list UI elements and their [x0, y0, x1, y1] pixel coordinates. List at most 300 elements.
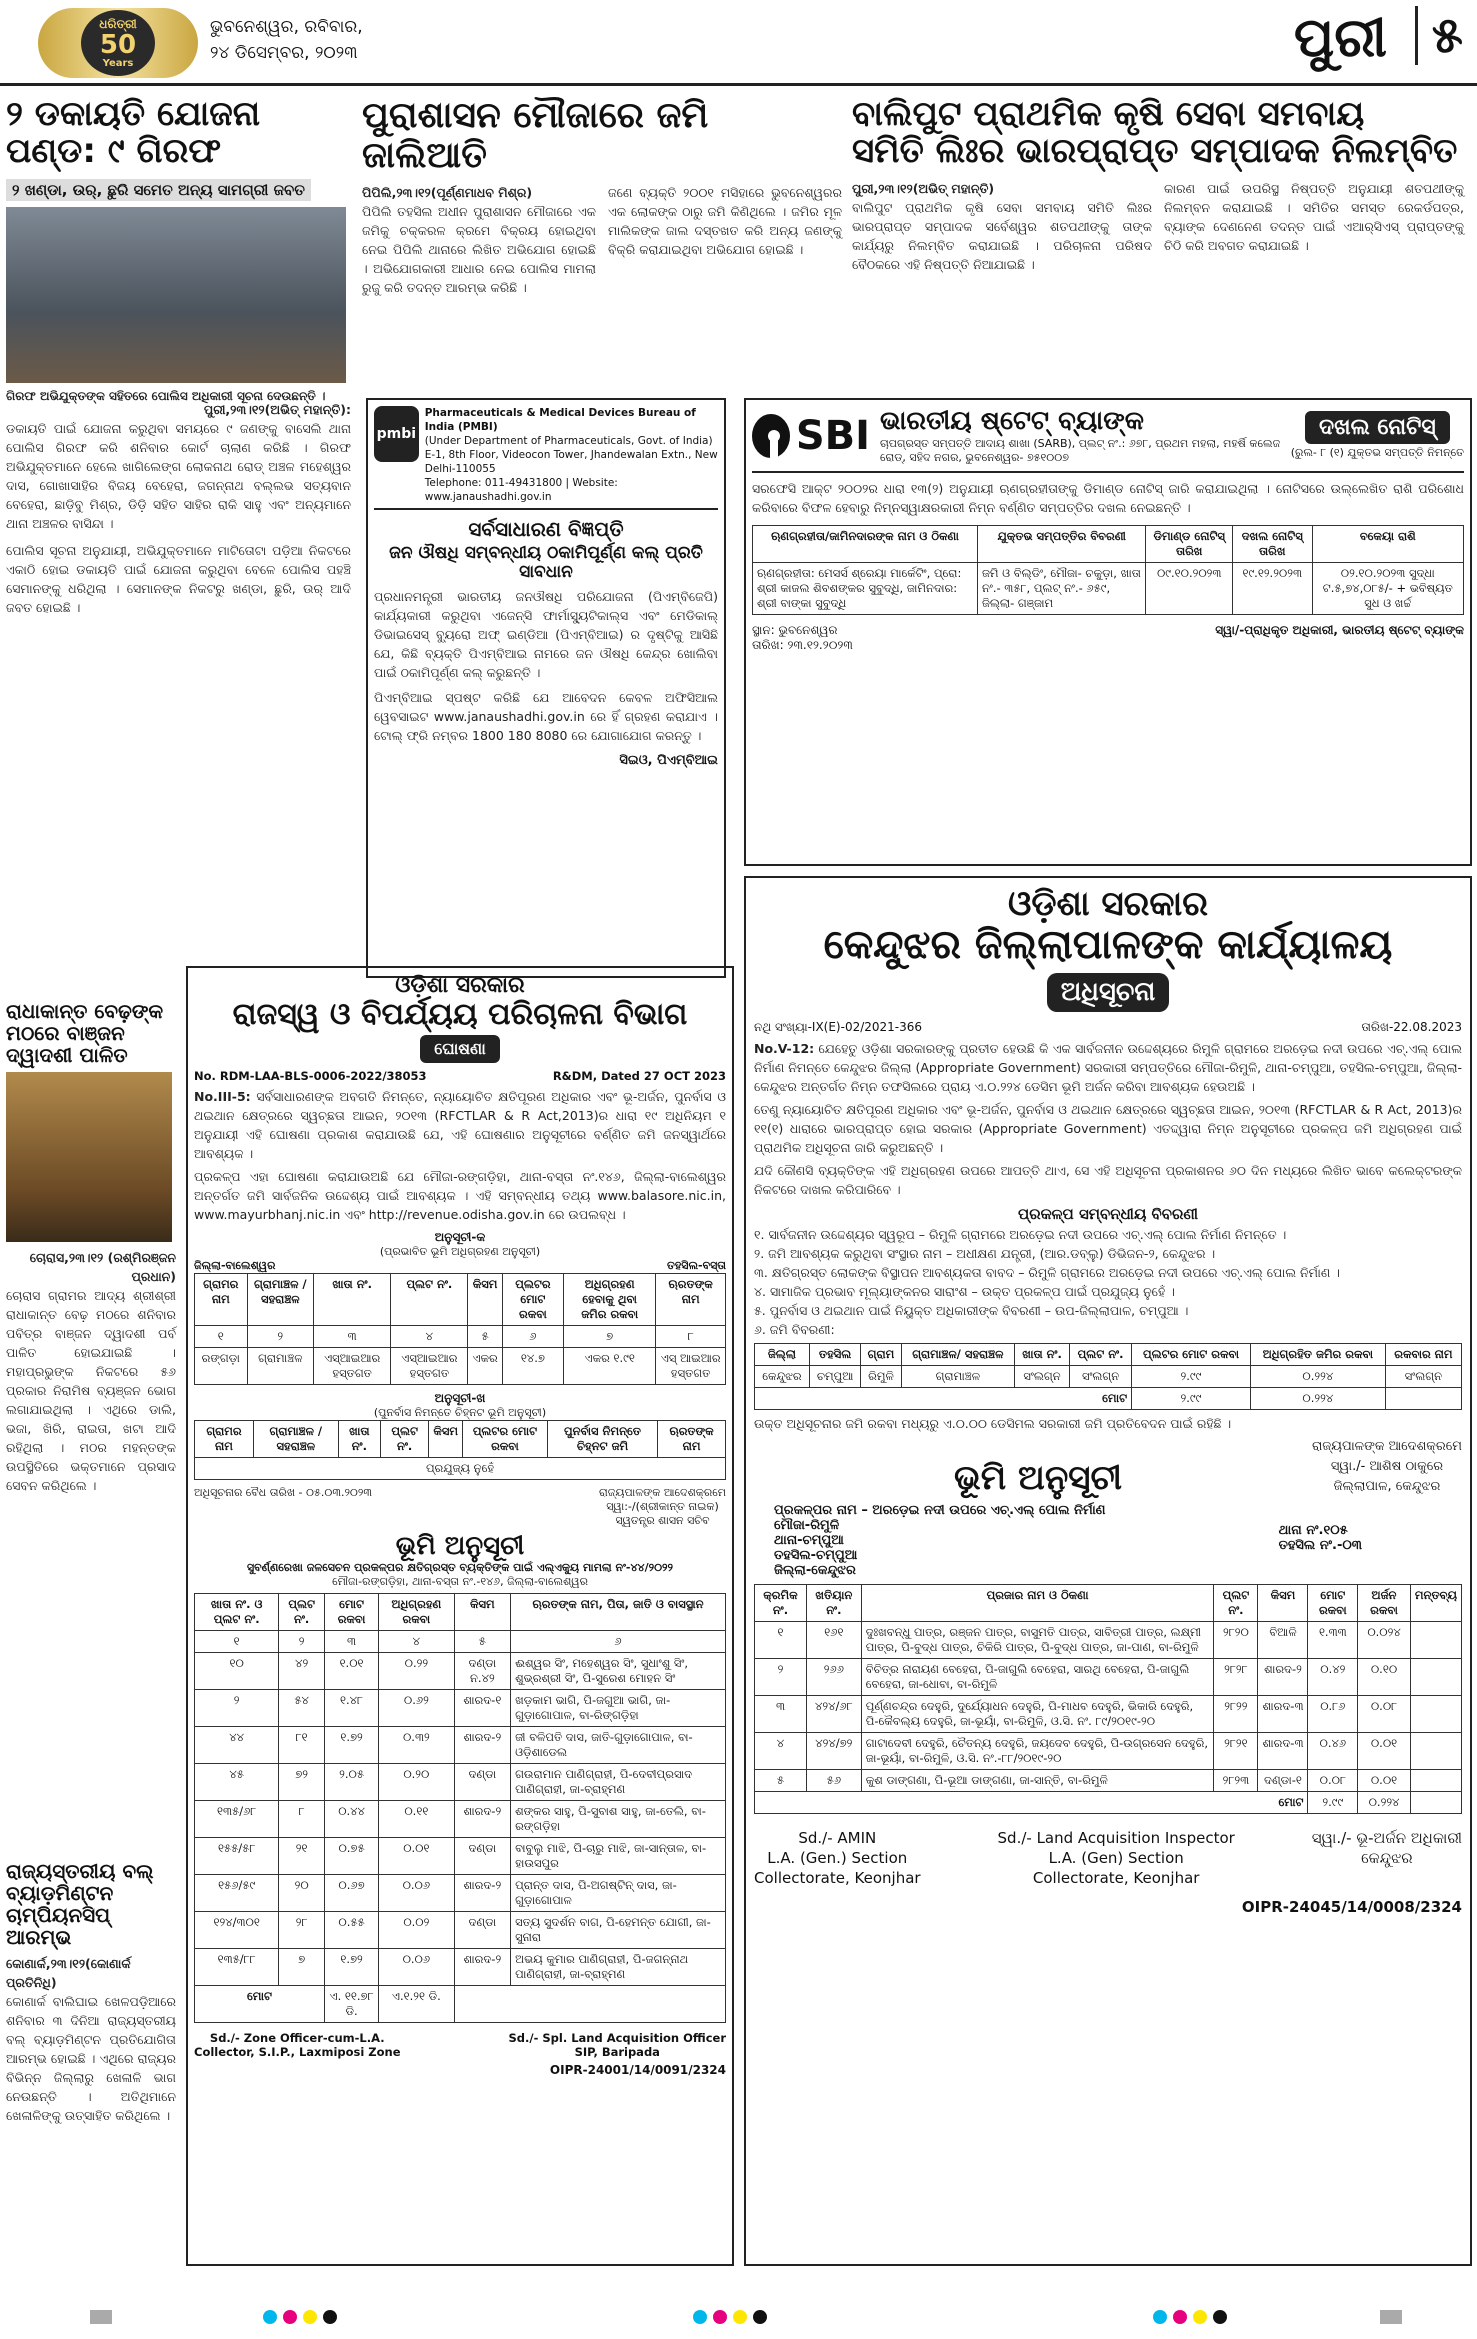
- signature: ସ୍ୱା/-ପ୍ରାଧିକୃତ ଅଧିକାରୀ, ଭାରତୀୟ ଷ୍ଟେଟ୍ ବ୍ୟାଙ୍କ: [1215, 623, 1464, 637]
- column-header: ବକେୟା ରାଶି: [1312, 526, 1463, 563]
- column-header: ଗ୍ରାମାଞ୍ଚଳ /ସହରାଞ୍ଚଳ: [253, 1421, 338, 1458]
- table-title: ଅନୁସୂଚୀ-କ: [434, 1230, 486, 1245]
- dateline: ପିପିଲି,୨୩।୧୨(ପୂର୍ଣ୍ଣମାଧବ ମିଶ୍ର): [362, 185, 533, 201]
- total-area: ୨.୯୯: [1132, 1388, 1251, 1410]
- table-cell: ସତ୍ୟ ସୁଦର୍ଶନ ବାଗ, ପି-ହେମନ୍ତ ଯୋଗୀ, ଜା-ସୁନାରା: [511, 1911, 726, 1948]
- notice-badge: ଦଖଲ ନୋଟିସ୍: [1305, 411, 1450, 444]
- column-number: ୫: [468, 1326, 502, 1348]
- bank-branch: ଚାପଗ୍ରସ୍ତ ସମ୍ପତ୍ତି ଆଦାୟ ଶାଖା (SARB), ପ୍ଲଟ୍ ନଂ.: ୬୭୮, ପ୍ରଥମ ମହଲା, ମହର୍ଷି କଲେଜ ରୋଡ୍, ସହିଦ ନଗର, ଭୁବନେଶ୍ୱର- ୭୫୧୦୦୭: [880, 437, 1281, 464]
- thana-number: ଥାନା ନଂ.୧୦୫: [1278, 1523, 1348, 1539]
- story-land-fraud: [362, 96, 842, 396]
- table-cell: ବାବୁଲୁ ମାଝି, ପି-ଚାରୁ ମାଝି, ଜା-ସାନ୍ତାଳ, ବା-ହାଉସପୁର: [511, 1837, 726, 1874]
- headline: ରାଜ୍ୟସ୍ତରୀୟ ବଲ୍ ବ୍ୟାଡ଼ମିଣ୍ଟନ ଚାମ୍ପିୟନସିପ୍ ଆରମ୍ଭ: [6, 1859, 154, 1949]
- item-number: No.III-5:: [194, 1089, 251, 1105]
- table-header-row: [195, 1593, 726, 1630]
- body-text: ପ୍ରକଳ୍ପ ଏହା ଘୋଷଣା କରାଯାଉଅଛି ଯେ ମୌଜା-ରଙ୍ଗଡ଼ିହା, ଥାନା-ବସ୍ତା ନଂ.୧୪୬, ଜିଲ୍ଲା-ବାଲେଶ୍ୱର ଅନ୍ତର୍ଗତ ଜମି ସାର୍ବଜନିକ ଉଦ୍ଦେଶ୍ୟ ପାଇଁ ଆବଶ୍ୟକ । ଏହି ସମ୍ବନ୍ଧୀୟ ତଥ୍ୟ www.balasore.nic.in, www.mayurbhanj.nic.in ଏବଂ http://revenue.odisha.gov.in ରେ ଉପଲବ୍ଧ ।: [194, 1169, 726, 1223]
- table-cell: ଗଉରାମାନ ପାଣିଗ୍ରାହୀ, ପି-ଦେବୀପ୍ରସାଦ ପାଣିଗ୍ରାହୀ, ଜା-ବ୍ରାହ୍ମଣ: [511, 1763, 726, 1800]
- column-header: କିସମ: [454, 1593, 511, 1630]
- news-photo: [6, 207, 346, 383]
- land-schedule-title: ଭୂମି ଅନୁସୂଚୀ: [954, 1458, 1123, 1498]
- keonjhar-notification: [744, 876, 1472, 2266]
- column-number: ୬: [502, 1326, 563, 1348]
- sbi-possession-notice: [744, 398, 1472, 866]
- table-cell: ଶଙ୍କର ସାହୁ, ପି-ସୁବାଶ ସାହୁ, ଜା-ତେଲି, ବା-ରଙ୍ଗଡ଼ିହା: [511, 1800, 726, 1837]
- table-cell: ୦.୪୨: [1308, 1659, 1358, 1696]
- table-row: [195, 1726, 726, 1763]
- total-acquired: ୦.୨୨୪: [1250, 1388, 1385, 1410]
- land-schedule-title: ଭୂମି ଅନୁସୂଚୀ: [395, 1531, 525, 1562]
- table-cell: ୧.୪୮: [325, 1689, 379, 1726]
- registration-dots: [260, 2310, 340, 2328]
- notice-badge: ଘୋଷଣା: [420, 1035, 500, 1063]
- signature-line: ସ୍ୱା./- ଭୂ-ଅର୍ଜନ ଅଧିକାରୀ: [1311, 1829, 1462, 1848]
- table-cell: ୨: [195, 1689, 279, 1726]
- column-header: ଖାତା ନଂ.: [314, 1274, 391, 1326]
- table-cell: ୨.୦୫: [325, 1763, 379, 1800]
- signature-line: Sd./- Land Acquisition Inspector: [997, 1829, 1235, 1848]
- column-header: ଋରତଙ୍କ ନାମ, ପିତା, ଜାତି ଓ ବାସସ୍ଥାନ: [511, 1593, 726, 1630]
- headline: ସମିତି ଲିଃର ଭାରପ୍ରାପ୍ତ ସମ୍ପାଦକ ନିଲମ୍ବିତ: [852, 131, 1458, 172]
- print-registration-strip: [0, 2300, 1477, 2339]
- signature-line: Collectorate, Keonjhar: [1032, 1869, 1200, 1888]
- table-cell: ୧୪.୭: [502, 1348, 563, 1385]
- total-acquired: ଏ.୧.୨୧ ଡି.: [379, 1985, 454, 2022]
- column-header: ଗ୍ରାମ: [861, 1344, 901, 1366]
- total-label: ମୋଟ: [195, 1985, 325, 2022]
- table-cell: ୧.୭୨: [325, 1726, 379, 1763]
- column-header: ପ୍ଲଟ ନଂ.: [1214, 1585, 1258, 1622]
- body-text: ଚୋରାସ ଗ୍ରାମର ଆଦ୍ୟ ଶ୍ରୀଶ୍ରୀ ରାଧାକାନ୍ତ ବେଢ଼ ମଠରେ ଶନିବାର ପବିତ୍ର ବାଞ୍ଜନ ଦ୍ୱାଦଶୀ ପର୍ବ ପାଳିତ ହୋଇଯାଇଛି । ମହାପ୍ରଭୁଙ୍କ ନିକଟରେ ୫୬ ପ୍ରକାର ନିରାମିଷ ବ୍ୟଞ୍ଜନ ଭୋଗ ଲଗାଯାଇଥିଲା । ଏଥିରେ ଡାଲି, ଭଜା, ଖିରି, ରାଇତା, ଖଟା ଆଦି ରହିଥିଲା । ମଠର ମହନ୍ତଙ୍କ ଉପସ୍ଥିତିରେ ଭକ୍ତମାନେ ପ୍ରସାଦ ସେବନ କରିଥିଲେ ।: [6, 1288, 176, 1493]
- org-address: E-1, 8th Floor, Videocon Tower, Jhandewalan Extn., New Delhi-110055: [424, 449, 718, 475]
- column-header: କିସମ: [429, 1421, 463, 1458]
- project-name: ପ୍ରକଳ୍ପର ନାମ – ଅରଡ଼େଇ ନଦୀ ଉପରେ ଏଚ୍.ଏଲ୍ ପୋଲ ନିର୍ମାଣ: [774, 1503, 1106, 1519]
- column-number: ୭: [564, 1326, 656, 1348]
- table-title: ଅନୁସୂଚୀ-ଖ: [434, 1391, 486, 1406]
- column-header: ମୋଟ ରକବା: [325, 1593, 379, 1630]
- table-row: [195, 1763, 726, 1800]
- table-cell: ୨୮୨୦: [1214, 1622, 1258, 1659]
- body-text: ଯଦି କୌଣସି ବ୍ୟକ୍ତିଙ୍କ ଏହି ଅଧିଗ୍ରହଣ ଉପରେ ଆପତ୍ତି ଥାଏ, ସେ ଏହି ଅଧିସୂଚନା ପ୍ରକାଶନର ୬୦ ଦିନ ମଧ୍ୟରେ ଲିଖିତ ଭାବେ କଲେକ୍ଟରଙ୍କ ନିକଟରେ ଦାଖଲ କରିପାରିବେ ।: [754, 1163, 1462, 1198]
- column-number: ୨: [247, 1326, 314, 1348]
- table-cell: ୦.୧୧: [379, 1800, 454, 1837]
- table-cell: ଗ୍ରାମାଞ୍ଚଳ: [247, 1348, 314, 1385]
- table-row: [195, 1911, 726, 1948]
- table-row: [195, 1689, 726, 1726]
- table-cell: ଗ୍ରାମାଞ୍ଚଳ: [901, 1366, 1014, 1388]
- property-cell: ଜମି ଓ ବିଲ୍ଡିଂ, ମୌଜା- ଚକୁଡ଼ା, ଖାତା ନଂ.- ୩୫୮, ପ୍ଲଟ୍ ନଂ.- ୬୫୯, ଜିଲ୍ଲା- ଗଞ୍ଜାମ: [977, 563, 1145, 615]
- body-text: ଯେହେତୁ ଓଡ଼ିଶା ସରକାରଙ୍କୁ ପ୍ରତୀତ ହେଉଛି କି ଏକ ସାର୍ବଜନୀନ ଉଦ୍ଦେଶ୍ୟରେ ରିମୁଳି ଗ୍ରାମରେ ଅରଡ଼େଇ ନଦୀ ଉପରେ ଏଚ୍.ଏଲ୍ ପୋଲ ନିର୍ମାଣ ନିମନ୍ତେ କେନ୍ଦୁଝର ଜିଲ୍ଲା (Appropriate Government) ସରକାରୀ ସମ୍ପତ୍ତିରେ ମୌଜା-ରିମୁଳି, ଥାନା-ଚମ୍ପୁଆ, ତହସିଲ-ଚମ୍ପୁଆ, ଜିଲ୍ଲା-କେନ୍ଦୁଝର ଅନ୍ତର୍ଗତ ନିମ୍ନ ତଫସିଲରେ ପ୍ରାୟ ଏ.୦.୨୨୪ ଡେସିମ ଭୂମି ଅର୍ଜନ କରିବା ଆବଶ୍ୟକ ହେଉଅଛି ।: [754, 1041, 1462, 1095]
- table-header-row: [755, 1585, 1462, 1622]
- body-text: ସରଫେସି ଆକ୍ଟ ୨୦୦୨ର ଧାରା ୧୩(୨) ଅନୁଯାୟୀ ଋଣଗ୍ରହୀତାଙ୍କୁ ଡିମାଣ୍ଡ ନୋଟିସ୍ ଜାରି କରାଯାଇଥିଲା । ନୋଟିସରେ ଉଲ୍ଲେଖିତ ରାଶି ପରିଶୋଧ କରିବାରେ ବିଫଳ ହେବାରୁ ନିମ୍ନସ୍ୱାକ୍ଷରକାରୀ ନିମ୍ନ ବର୍ଣ୍ଣିତ ସମ୍ପତ୍ତିର ଦଖଲ ନେଇଛନ୍ତି ।: [752, 481, 1464, 515]
- table-cell: [1410, 1733, 1461, 1770]
- column-header: କିସମ: [1258, 1585, 1308, 1622]
- notice-subtitle: ଜନ ଔଷଧି ସମ୍ବନ୍ଧୀୟ ଠକାମିପୂର୍ଣ୍ଣ କଲ୍ ପ୍ରତି ସାବଧାନ: [389, 543, 703, 582]
- masthead-logo: [38, 8, 198, 78]
- column-number: ୬: [511, 1630, 726, 1652]
- logo-years: 50: [99, 30, 137, 60]
- total-acquired: ୦.୨୨୪: [1358, 1792, 1411, 1814]
- bank-name: ଭାରତୀୟ ଷ୍ଟେଟ୍ ବ୍ୟାଙ୍କ: [880, 406, 1144, 436]
- authority: ରାଜ୍ୟପାଳଙ୍କ ଆଦେଶକ୍ରମେ: [1311, 1439, 1462, 1455]
- table-row: [195, 1348, 726, 1385]
- column-header: ଦଖଲ ନୋଟିସ୍ ତାରିଖ: [1232, 526, 1312, 563]
- column-header: ପ୍ଲଟ ନଂ.: [1070, 1344, 1132, 1366]
- table-cell: ୦.୦୨: [379, 1911, 454, 1948]
- list-item: ୩. କ୍ଷତିଗ୍ରସ୍ତ ଲୋକଙ୍କ ବିସ୍ଥାପନ ଆବଶ୍ୟକତା ବାବଦ – ରିମୁଳି ଗ୍ରାମରେ ଅରଡ଼େଇ ନଦୀ ଉପରେ ଏଚ୍.ଏଲ୍ ପୋଲ ନିର୍ମାଣ ।: [754, 1265, 1340, 1281]
- table-total-row: [195, 1985, 726, 2022]
- table-cell: ଚମ୍ପୁଆ: [809, 1366, 861, 1388]
- table-row: [755, 1696, 1462, 1733]
- authority-title: ଜିଲ୍ଲାପାଳ, କେନ୍ଦୁଝର: [1333, 1479, 1441, 1495]
- tahasil-label: ତହସିଲ-ବସ୍ତା: [667, 1259, 726, 1273]
- table-cell: ୦.୪୪: [325, 1800, 379, 1837]
- table-cell: [1410, 1770, 1461, 1792]
- demand-date-cell: ୦୯.୧୦.୨୦୨୩: [1146, 563, 1232, 615]
- table-cell: ୧୨୪/୩୦୧: [195, 1911, 279, 1948]
- table-cell: ୦.୨୨: [379, 1652, 454, 1689]
- column-header: ତହସିଲ: [809, 1344, 861, 1366]
- column-number: ୫: [454, 1630, 511, 1652]
- table-row: [755, 1622, 1462, 1659]
- body-text: କୋଣାର୍କ ବାଲିଘାଇ ଖେଳପଡ଼ିଆରେ ଶନିବାର ୩ ଦିନିଆ ରାଜ୍ୟସ୍ତରୀୟ ବଲ୍ ବ୍ୟାଡ଼ମିଣ୍ଟନ ପ୍ରତିଯୋଗିତା ଆରମ୍ଭ ହୋଇଛି । ଏଥିରେ ରାଜ୍ୟର ବିଭିନ୍ନ ଜିଲ୍ଲାରୁ ଖେଳାଳି ଭାଗ ନେଉଛନ୍ତି । ଅତିଥିମାନେ ଖେଳାଳିଙ୍କୁ ଉତ୍ସାହିତ କରିଥିଲେ ।: [6, 1994, 176, 2123]
- table-cell: ଏସ୍‌ଆଇଆର ହସ୍ତଗତ: [314, 1348, 391, 1385]
- masthead: [0, 0, 1477, 86]
- table-row: [753, 563, 1464, 615]
- org-dept: (Under Department of Pharmaceuticals, Govt. of India): [424, 435, 713, 447]
- mouza: ମୌଜା-ରିମୁଳି: [774, 1518, 840, 1534]
- notice-note: ଅଧିସୂଚନାର ବୈଧ ତାରିଖ - ୦୫.୦୩.୨୦୨୩: [194, 1486, 373, 1500]
- body-text: ଡକାୟତି ପାଇଁ ଯୋଜନା କରୁଥିବା ସମୟରେ ୯ ଜଣଙ୍କୁ ବାସେଲି ଥାନା ପୋଲିସ ଗିରଫ କରି ଶନିବାର କୋର୍ଟ ଚାଲାଣ କରିଛି । ଗିରଫ ଅଭିଯୁକ୍ତମାନେ ହେଲେ ଖାଗିଲେଙ୍ଗ ଲୋକନାଥ ରୋଡ୍ ଅଞ୍ଚଳ ମହେଶ୍ୱର ଦାସ, ଗୋଖାସାହିର ବିଜୟ ବେହେରା, ଜଗନ୍ନାଥ ବଲ୍ଲଭ ସତ୍ୟବାନ ବେହେରା, ଛାଡ଼ିବୁ ମିଶ୍ର, ଡିଡ଼ି ସହିତ ସାହିର ରାକି ସାହୁ ଏବଂ ଅନ୍ୟମାନେ ଥାନା ଅଞ୍ଚଳର ବାସିନ୍ଦା ।: [6, 421, 351, 531]
- story-robbery-body: [6, 400, 351, 617]
- column-number: ୩: [314, 1326, 391, 1348]
- body-text: ପିପିଲି ତହସିଲ ଅଧୀନ ପୁରାଶାସନ ମୌଜାରେ ଏକ ଜମିକୁ ଚକ୍କରଳ କ୍ରମେ ବିକ୍ରୟ ହୋଇଥିବା ନେଇ ପିପିଲି ଥାନାରେ ଲିଖିତ ଅଭିଯୋଗ ହୋଇଛି । ଅଭିଯୋଗକାରୀ ଆଧାର ନେଇ ପୋଲିସ ମାମଲା ରୁଜୁ କରି ତଦନ୍ତ ଆରମ୍ଭ କରିଛି ।: [362, 204, 596, 296]
- table-cell: ୦.୬୨: [379, 1689, 454, 1726]
- schedule-b-table: [194, 1420, 726, 1480]
- table-cell: ୮୧: [279, 1726, 325, 1763]
- logo-name: ଧରିତ୍ରୀ: [99, 17, 137, 31]
- table-cell: ୧.୩୩: [1308, 1622, 1358, 1659]
- org-contact: Telephone: 011-49431800 | Website: www.janaushadhi.gov.in: [424, 477, 618, 503]
- column-header: ମୋଟ ରକବା: [1308, 1585, 1358, 1622]
- table-header-row: [195, 1274, 726, 1326]
- table-cell: ୪୨: [279, 1652, 325, 1689]
- table-cell: ଦଣ୍ଡା: [454, 1763, 511, 1800]
- dept-title: ରାଜସ୍ୱ ଓ ବିପର୍ଯ୍ୟୟ ପରିଚାଳନା ବିଭାଗ: [232, 997, 688, 1033]
- table-cell: ଜୀ ବଳିପତି ଦାସ, ଜାତି-ଗୁଡ଼ାଗୋପାଳ, ବା-ଓଡ଼ିଶାଡେଲ: [511, 1726, 726, 1763]
- total-label: ମୋଟ: [755, 1388, 1132, 1410]
- table-row: [195, 1630, 726, 1652]
- column-header: ଅଧିଗ୍ରହିତ ଜମିର ରକବା: [1250, 1344, 1385, 1366]
- column-header: କ୍ରମିକ ନଂ.: [755, 1585, 807, 1622]
- office-title: କେନ୍ଦୁଝର ଜିଲ୍ଲାପାଳଙ୍କ କାର୍ଯ୍ୟାଳୟ: [823, 922, 1393, 969]
- table-cell: ୨୮୨୮: [1214, 1659, 1258, 1696]
- table-total-row: [755, 1388, 1462, 1410]
- signature-line: Collector, S.I.P., Laxmiposi Zone: [194, 2044, 401, 2059]
- news-photo: [6, 1072, 172, 1242]
- story-robbery: [6, 94, 351, 403]
- table-row: [755, 1659, 1462, 1696]
- column-header: ପ୍ଲଟର ମୋଟ ରକବା: [1132, 1344, 1251, 1366]
- headline: ରାଧାକାନ୍ତ ବେଢ଼ଙ୍କ ମଠରେ ବାଞ୍ଜନ ଦ୍ୱାଦଶୀ ପାଳିତ: [6, 999, 164, 1067]
- column-number: ୧: [195, 1630, 279, 1652]
- amount-cell: ୦୨.୧୦.୨୦୨୩ ସୁଦ୍ଧା ଟ.୫,୭୪,୦୮୫/- + ଭବିଷ୍ୟତ ସୁଧ ଓ ଖର୍ଚ୍ଚ: [1312, 563, 1463, 615]
- table-cell: ଶାରଦ-୨: [454, 1800, 511, 1837]
- story-badminton: [6, 1860, 176, 2125]
- district: ଜିଲ୍ଲା-କେନ୍ଦୁଝର: [774, 1563, 856, 1579]
- land-schedule-subtitle: ସୁବର୍ଣ୍ଣରେଖା ଜଳସେଚନ ପ୍ରକଳ୍ପର କ୍ଷତିଗ୍ରସ୍ତ ବ୍ୟକ୍ତିଙ୍କ ପାଇଁ ଏଲ୍ଏକ୍ୟୁ ମାମଲା ନଂ-୪୪/୨୦୨୨: [246, 1560, 674, 1574]
- table-cell: ୦.୮୬: [1308, 1696, 1358, 1733]
- column-header: ଋରତଙ୍କ ନାମ: [656, 1274, 726, 1326]
- table-total-row: [755, 1792, 1462, 1814]
- column-header: ଅଧିଗ୍ରହଣ ରକବା: [379, 1593, 454, 1630]
- subheadline: ୨ ଖଣ୍ଡା, ଉର୍, ଛୁରି ସମେତ ଅନ୍ୟ ସାମଗ୍ରୀ ଜବତ: [6, 179, 311, 201]
- column-header: ଯୁକ୍ତଭ ସମ୍ପତ୍ତିର ବିବରଣୀ: [977, 526, 1145, 563]
- thana: ଥାନା-ଚମ୍ପୁଆ: [774, 1533, 844, 1549]
- dateline: ପୁରୀ,୨୩।୧୨(ଅଭିତ୍ ମହାନ୍ତି): [852, 180, 995, 196]
- table-cell: ଦୁଃଖବନ୍ଧୁ ପାତ୍ର, ରଞ୍ଜନ ପାତ୍ର, ବାସୁମତି ପାତ୍ର, ସାବିତ୍ରୀ ପାତ୍ର, ଲକ୍ଷ୍ମୀ ପାତ୍ର, ପି-ବୁଦ୍ଧ ପାତ୍ର, ଚିକିରି ପାତ୍ର, ପି-ବୁଦ୍ଧ ପାତ୍ର, ଜା-ପାଣ, ବା-ରିମୁଳି: [861, 1622, 1214, 1659]
- land-schedule-table: [194, 1593, 726, 2023]
- district-label: ଜିଲ୍ଲା-ବାଲେଶ୍ୱର: [194, 1259, 276, 1273]
- registration-block: [90, 2310, 112, 2328]
- dateline: ଚୋରାସ,୨୩।୧୨ (ରଶ୍ମିରଞ୍ଜନ ପ୍ରଧାନ): [29, 1250, 176, 1284]
- table-cell: ୨୮୨୧: [1214, 1733, 1258, 1770]
- table-row: [755, 1733, 1462, 1770]
- dateline-day: ଭୁବନେଶ୍ୱର, ରବିବାର,: [210, 17, 363, 37]
- table-cell: ୨୮୨୩: [1214, 1770, 1258, 1792]
- column-header: ପ୍ରଜାର ନାମ ଓ ଠିକଣା: [861, 1585, 1214, 1622]
- column-header: ଗ୍ରାମାଞ୍ଚଳ/ ସହରାଞ୍ଚଳ: [901, 1344, 1014, 1366]
- story-mutt: [6, 1000, 176, 1495]
- pmbi-notice: [366, 398, 726, 978]
- gov-title: ଓଡ଼ିଶା ସରକାର: [1007, 884, 1209, 924]
- table-cell: ଖଡ଼କାମ ଭାଗି, ପି-ଜଗୁଆ ଭାଗି, ଜା-ଗୁଡ଼ାଗୋପାଳ, ବା-ରିଙ୍ଗଡ଼ିହା: [511, 1689, 726, 1726]
- authority: ରାଜ୍ୟପାଳଙ୍କ ଆଦେଶକ୍ରମେ: [599, 1486, 726, 1500]
- photo-caption: ଗିରଫ ଅଭିଯୁକ୍ତଙ୍କ ସହିତରେ ପୋଲିସ ଅଧିକାରୀ ସୂଚନା ଦେଉଛନ୍ତି ।: [6, 388, 326, 403]
- table-cell: ଗାଟାଦେବୀ ଦେହୁରି, ଚୈତନ୍ୟ ଦେହୁରି, ଜୟଦେବ ଦେହୁରି, ପି-ଉଗ୍ରସେନ ଦେହୁରି, ଜା-ଭୂୟାଁ, ବା-ରିମୁଳି, ଓ.ସି. ନଂ.-୮୮/୨୦୧୯-୨୦: [861, 1733, 1214, 1770]
- column-number: ୮: [656, 1326, 726, 1348]
- table-cell: ୧.୦୧: [325, 1652, 379, 1689]
- column-header: ଗ୍ରାମର ନାମ: [195, 1421, 254, 1458]
- table-cell: ୪: [755, 1733, 807, 1770]
- headline: ପୁରାଶାସନ ମୌଜାରେ ଜମି ଜାଲିଆତି: [362, 95, 709, 176]
- table-cell: ସଂଲଗ୍ନ: [1385, 1366, 1461, 1388]
- header-dateline: [210, 14, 363, 66]
- table-cell: ୦.୦୧: [379, 1837, 454, 1874]
- column-header: ଖାତା ନଂ.: [1015, 1344, 1070, 1366]
- table-cell: ୪୨୪/୬୮: [806, 1696, 861, 1733]
- table-cell: ୦.୦୬: [379, 1948, 454, 1985]
- column-header: ଋରତଙ୍କ ନାମ: [658, 1421, 726, 1458]
- column-header: ଖାତା ନଂ.: [338, 1421, 380, 1458]
- table-cell: ୫୪: [279, 1689, 325, 1726]
- tahasil-number: ତହସିଲ ନଂ.-୦୩: [1278, 1538, 1362, 1554]
- notice-title: ସର୍ବସାଧାରଣ ବିଜ୍ଞପ୍ତି: [468, 517, 624, 541]
- signature-line: କେନ୍ଦୁଝର: [1361, 1849, 1413, 1868]
- body-text: ବାଲିପୁଟ ପ୍ରାଥମିକ କୃଷି ସେବା ସମବାୟ ସମିତି ଲିଃର ଭାରପ୍ରାପ୍ତ ସମ୍ପାଦକ ସର୍ବେଶ୍ୱର ଶତପଥୀଙ୍କୁ ତାଙ୍କ କାର୍ଯ୍ୟରୁ ନିଲମ୍ବିତ କରାଯାଇଛି । ପରିଚାଳନା ପରିଷଦ ବୈଠକରେ ଏହି ନିଷ୍ପତ୍ତି ନିଆଯାଇଛି ।: [852, 199, 1152, 272]
- table-cell: ଶାରଦ-୨: [454, 1948, 511, 1985]
- column-header: ରକବାର ନାମ: [1385, 1344, 1461, 1366]
- table-cell: ୨.୯୯: [1132, 1366, 1251, 1388]
- table-subtitle: (ପ୍ରଭାବିତ ଭୂମି ଅଧିଗ୍ରହଣ ଅନୁସୂଚୀ): [379, 1245, 541, 1259]
- authority-signature: ସ୍ୱା:-/(ଶ୍ରୀକାନ୍ତ ନାଇକ): [606, 1500, 719, 1514]
- column-header: ପ୍ଲଟ ନଂ.: [279, 1593, 325, 1630]
- body-text: ପୋଲିସ ସୂଚନା ଅନୁଯାୟୀ, ଅଭିଯୁକ୍ତମାନେ ମାଟିତୋଟା ପଡ଼ିଆ ନିକଟରେ ଏକାଠି ହୋଇ ଡକାୟତି ପାଇଁ ଯୋଜନା କରୁଥିବା ବେଳେ ପୋଲିସ ପହଞ୍ଚି ସେମାନଙ୍କୁ ଧରିଥିଲା । ସେମାନଙ୍କ ନିକଟରୁ ଖଣ୍ଡା, ଛୁରି, ଉର୍ ଆଦି ଜବତ ହୋଇଛି ।: [6, 543, 351, 615]
- headline: ୨ ଡକାୟତି ଯୋଜନା ପଣ୍ଡ: ୯ ଗିରଫ: [6, 94, 261, 172]
- table-cell: ୮: [279, 1800, 325, 1837]
- signature-line: Collectorate, Keonjhar: [754, 1869, 921, 1888]
- table-row: [755, 1770, 1462, 1792]
- table-cell: ଈଶ୍ୱର ସିଂ, ମହେଶ୍ୱର ସିଂ, ସୁଧାଂଶୁ ସିଂ, ଶୁଭ୍ରଶ୍ରୀ ସିଂ, ପି-ସୁରେଶ ମୋହନ ସିଂ: [511, 1652, 726, 1689]
- column-header: ପ୍ଲଟ ନଂ.: [391, 1274, 468, 1326]
- table-cell: ଦଣ୍ଡା-୧: [1258, 1770, 1308, 1792]
- oipr-code: OIPR-24001/14/0091/2324: [549, 2062, 726, 2077]
- table-cell: ବିଆଳି: [1258, 1622, 1308, 1659]
- column-header: ଜିଲ୍ଲା: [755, 1344, 810, 1366]
- column-number: ୪: [391, 1326, 468, 1348]
- table-cell: ପୂର୍ଣ୍ଣଚନ୍ଦ୍ର ଦେହୁରି, ଦୁର୍ଯ୍ୟୋଧନ ଦେହୁରି, ପି-ମାଧବ ଦେହୁରି, ଭିକାରି ଦେହୁରି, ପି-କୈବଲ୍ୟ ଦେହୁରି, ଜା-ଭୂୟାଁ, ବା-ରିମୁଳି, ଓ.ସି. ନଂ. ୮୯/୨୦୧୯-୨୦: [861, 1696, 1214, 1733]
- body-text: ତେଣୁ ନ୍ୟାୟୋଚିତ କ୍ଷତିପୂରଣ ଅଧିକାର ଏବଂ ଭୂ-ଅର୍ଜନ, ପୁନର୍ବାସ ଓ ଥଇଥାନ କ୍ଷେତ୍ରରେ ସ୍ୱଚ୍ଛତା ଆଇନ, ୨୦୧୩ (RFCTLAR & R Act, 2013)ର ୧୧(୧) ଧାରାରେ ଭାରପ୍ରାପ୍ତ ହୋଇ ସରକାର (Appropriate Government) ଏତଦ୍ଦ୍ୱାରା ନିମ୍ନ ଅନୁସୂଚୀରେ ପ୍ରକଳ୍ପ ଜମି ଅଧିଗ୍ରହଣ ପାଇଁ ପ୍ରାଥମିକ ଅଧିସୂଚନା ଜାରି କରୁଅଛନ୍ତି ।: [754, 1102, 1462, 1156]
- ref-number: No. RDM-LAA-BLS-0006-2022/38053: [194, 1069, 427, 1084]
- table-cell: ୪୪: [195, 1726, 279, 1763]
- table-cell: ୦.୭୫: [325, 1837, 379, 1874]
- land-detail-table: [754, 1343, 1462, 1410]
- list-item: ୧. ସାର୍ବଜନୀନ ଉଦ୍ଦେଶ୍ୟର ସ୍ୱରୂପ – ରିମୁଳି ଗ୍ରାମରେ ଅରଡ଼େଇ ନଦୀ ଉପରେ ଏଚ୍.ଏଲ୍ ପୋଲ ନିର୍ମାଣ ନିମନ୍ତେ ।: [754, 1227, 1287, 1243]
- table-cell: ୧.୭୨: [325, 1948, 379, 1985]
- signature-line: SIP, Baripada: [574, 2044, 660, 2059]
- table-cell: ୦.୦୨୪: [1358, 1622, 1411, 1659]
- body-text: ପ୍ରଧାନମନ୍ତ୍ରୀ ଭାରତୀୟ ଜନଔଷଧି ପରିଯୋଜନା (ପିଏମ୍‌ବିଜେପି) କାର୍ଯ୍ୟକାରୀ କରୁଥିବା ଏଜେନ୍ସି ଫାର୍ମାସ୍ୟୁଟିକାଲ୍ସ ଏବଂ ମେଡିକାଲ୍ ଡିଭାଇସେସ୍ ବ୍ୟୁରୋ ଅଫ୍ ଇଣ୍ଡିଆ (ପିଏମ୍‌ବିଆଇ) ର ଦୃଷ୍ଟିକୁ ଆସିଛି ଯେ, କିଛି ବ୍ୟକ୍ତି ପିଏମ୍‌ବିଆଇ ନାମରେ ଜନ ଔଷଧି କେନ୍ଦ୍ର ଖୋଲିବା ପାଇଁ ଠକାମିପୂର୍ଣ୍ଣ କଲ୍ କରୁଛନ୍ତି ।: [374, 589, 718, 681]
- ref-date: R&DM, Dated 27 OCT 2023: [552, 1069, 726, 1084]
- column-header: ଅଧିଗ୍ରହଣ ହେବାକୁ ଥିବା ଜମିର ରକବା: [564, 1274, 656, 1326]
- table-cell: ଶାରଦ-୧: [454, 1689, 511, 1726]
- table-cell: ୧୫୫/୫୮: [195, 1837, 279, 1874]
- table-cell: ୨୧: [279, 1837, 325, 1874]
- logo-years-label: Years: [102, 58, 134, 69]
- table-cell: ପ୍ରଯୁଜ୍ୟ ନୁହେଁ: [195, 1458, 726, 1480]
- table-cell: ୨୮୨୨: [1214, 1696, 1258, 1733]
- signature-line: Sd./- Zone Officer-cum-L.A.: [209, 2030, 385, 2045]
- table-row: [195, 1837, 726, 1874]
- notice-date: ତାରିଖ-22.08.2023: [1361, 1020, 1462, 1035]
- table-cell: ୦.୦୧: [1358, 1733, 1411, 1770]
- table-row: [195, 1800, 726, 1837]
- column-header: ଗ୍ରାମାଞ୍ଚଳ /ସହରାଞ୍ଚଳ: [247, 1274, 314, 1326]
- table-cell: କେନ୍ଦୁଝର: [755, 1366, 810, 1388]
- table-cell: ଶାରଦ-୨: [1258, 1659, 1308, 1696]
- registration-block: [1380, 2310, 1402, 2328]
- table-cell: ୦.୫୫: [325, 1911, 379, 1948]
- table-cell: ୦.୦୧: [1358, 1770, 1411, 1792]
- column-header: ପ୍ଲଟର ମୋଟ ରକବା: [463, 1421, 548, 1458]
- table-cell: ୧୬୧: [806, 1622, 861, 1659]
- table-cell: ୦.୬୭: [325, 1874, 379, 1911]
- authority-signature: ସ୍ୱା./- ଆଶିଷ ଠାକୁରେ: [1330, 1459, 1444, 1475]
- table-cell: ଏକର ୧.୯୧: [564, 1348, 656, 1385]
- table-cell: ଦଣ୍ଡା ନ.୪୨: [454, 1652, 511, 1689]
- dateline: କୋଣାର୍କ,୨୩।୧୨(କୋଣାର୍କ ପ୍ରତିନିଧି): [6, 1956, 131, 1990]
- table-cell: ୦.୦୮: [1358, 1696, 1411, 1733]
- table-row: [195, 1948, 726, 1985]
- table-cell: ରଙ୍ଗଡ଼ା: [195, 1348, 248, 1385]
- signature-line: L.A. (Gen.) Section: [767, 1849, 908, 1868]
- table-cell: ୧: [755, 1622, 807, 1659]
- table-row: [195, 1874, 726, 1911]
- table-cell: ୧୫୬/୫୯: [195, 1874, 279, 1911]
- total-area: ଏ. ୧୧.୭୮ ଡି.: [325, 1985, 379, 2022]
- table-cell: ୧୦: [195, 1652, 279, 1689]
- list-item: ୫. ପୁନର୍ବାସ ଓ ଥଇଥାନ ପାଇଁ ନିୟୁକ୍ତ ଅଧିକାରୀଙ୍କ ବିବରଣୀ – ଉପ-ଜିଲ୍ଲାପାଳ, ଚମ୍ପୁଆ ।: [754, 1303, 1189, 1319]
- table-cell: ୭୨: [279, 1763, 325, 1800]
- headline: ବାଲିପୁଟ ପ୍ରାଥମିକ କୃଷି ସେବା ସମବାୟ: [852, 94, 1365, 134]
- column-header: ମନ୍ତବ୍ୟ: [1410, 1585, 1461, 1622]
- column-header: ଗ୍ରାମର ନାମ: [195, 1274, 248, 1326]
- schedule-a-table: [194, 1273, 726, 1385]
- revenue-notice: [186, 966, 734, 2266]
- item-number: No.V-12:: [754, 1041, 815, 1057]
- story-suspension: [852, 96, 1472, 396]
- table-cell: ୦.୦୮: [1308, 1770, 1358, 1792]
- table-cell: ୨୦: [279, 1874, 325, 1911]
- list-item: ୪. ସାମାଜିକ ପ୍ରଭାବ ମୂଲ୍ୟାଙ୍କନର ସାରାଂଶ – ଉକ୍ତ ପ୍ରକଳ୍ପ ପାଇଁ ପ୍ରଯୁଜ୍ୟ ନୁହେଁ ।: [754, 1284, 1175, 1300]
- table-cell: ଶାରଦ-୩: [1258, 1696, 1308, 1733]
- table-cell: ବିଚିତ୍ର ନାରାୟଣ ବେହେରା, ପି-ଜାଗୁଲି ବେହେରା, ସାରଥି ବେହେରା, ପି-ଜାଗୁଲି ବେହେରା, ଜା-ଧୋବା, ବା-ରିମୁଳି: [861, 1659, 1214, 1696]
- list-item: ୬. ଜମି ବିବରଣୀ:: [754, 1322, 835, 1338]
- notice-rule: (ରୁଲ- ୮ (୧) ଯୁକ୍ତଭ ସମ୍ପତ୍ତି ନିମନ୍ତେ: [1290, 446, 1464, 459]
- registration-dots: [1150, 2310, 1230, 2328]
- column-header: ପୁନର୍ବାସ ନିମନ୍ତେ ଚିହ୍ନଟ ଜମି: [547, 1421, 657, 1458]
- org-name: Pharmaceuticals & Medical Devices Bureau of India (PMBI): [424, 407, 696, 433]
- body-text: ଜଣେ ବ୍ୟକ୍ତି ୨୦୦୧ ମସିହାରେ ଭୁବନେଶ୍ୱରର ଏକ ଲୋକଙ୍କ ଠାରୁ ଜମି କିଣିଥିଲେ । ଜମିର ମୂଳ ମାଲିକଙ୍କ ଜାଲ ଦସ୍ତଖତ କରି ଅନ୍ୟ ଜଣଙ୍କୁ ବିକ୍ରି କରାଯାଇଥିବା ଅଭିଯୋଗ ହୋଇଛି ।: [608, 185, 842, 258]
- oipr-code: OIPR-24045/14/0008/2324: [1241, 1898, 1462, 1917]
- column-header: ଖାତା ନଂ. ଓ ପ୍ଲଟ ନଂ.: [195, 1593, 279, 1630]
- file-number: ନଥି ସଂଖ୍ୟା-IX(E)-02/2021-366: [754, 1020, 923, 1035]
- table-cell: ୦.୧୦: [1358, 1659, 1411, 1696]
- table-cell: ଶାରଦ-୨: [454, 1726, 511, 1763]
- table-cell: ସଂଲଗ୍ନ: [1070, 1366, 1132, 1388]
- table-cell: ଏସ୍ ଆଇଆର ହସ୍ତଗତ: [656, 1348, 726, 1385]
- section-title: ପ୍ରକଳ୍ପ ସମ୍ବନ୍ଧୀୟ ବିବରଣୀ: [1018, 1205, 1198, 1224]
- pmbi-logo: pmbi: [374, 406, 419, 462]
- total-area: ୨.୯୯: [1308, 1792, 1358, 1814]
- table-cell: ଦଣ୍ଡା: [454, 1911, 511, 1948]
- table-cell: କୁଶ ଡାଙ୍ଗଣା, ପି-ଭୂଆ ଡାଙ୍ଗଣା, ଜା-ସାନ୍ତି, ବା-ରିମୁଳି: [861, 1770, 1214, 1792]
- column-number: ୪: [379, 1630, 454, 1652]
- sbi-logo: [752, 408, 870, 464]
- total-label: ମୋଟ: [755, 1792, 1308, 1814]
- sbi-table: [752, 525, 1464, 615]
- land-mouza: ମୌଜା-ରଙ୍ଗଡ଼ିହା, ଥାନା-ବସ୍ତା ନଂ.-୧୪୬, ଜିଲ୍ଲା-ବାଲେଶ୍ୱର: [332, 1574, 588, 1588]
- possession-date-cell: ୧୯.୧୨.୨୦୨୩: [1232, 563, 1312, 615]
- table-cell: ଅଭୟ କୁମାର ପାଣିଗ୍ରାହୀ, ପି-ଜଗନ୍ନାଥ ପାଣିଗ୍ରାହୀ, ଜା-ବ୍ରାହ୍ମଣ: [511, 1948, 726, 1985]
- column-header: ଋଣଗ୍ରହୀତା/ଜାମିନଦାରଙ୍କ ନାମ ଓ ଠିକଣା: [753, 526, 978, 563]
- table-cell: ୦.୨୦: [379, 1763, 454, 1800]
- column-header: ଡିମାଣ୍ଡ ନୋଟିସ୍ ତାରିଖ: [1146, 526, 1232, 563]
- table-header-row: [195, 1421, 726, 1458]
- table-cell: ୨: [755, 1659, 807, 1696]
- table-cell: ୫: [755, 1770, 807, 1792]
- table-cell: ୦.୦୬: [379, 1874, 454, 1911]
- table-cell: ୪୨୪/୭୨: [806, 1733, 861, 1770]
- table-cell: ଏକର: [468, 1348, 502, 1385]
- table-cell: ଶାରଦ-୩: [1258, 1733, 1308, 1770]
- body-text: ପିଏମ୍‌ବିଆଇ ସ୍ପଷ୍ଟ କରିଛି ଯେ ଆବେଦନ କେବଳ ଅଫିସିଆଲ ୱେବସାଇଟ www.janaushadhi.gov.in ରେ ହିଁ ଗ୍ରହଣ କରାଯାଏ । ଟୋଲ୍ ଫ୍ରି ନମ୍ବର 1800 180 8080 ରେ ଯୋଗାଯୋଗ କରନ୍ତୁ ।: [374, 690, 718, 744]
- table-cell: ୫୬: [806, 1770, 861, 1792]
- table-cell: ୩: [755, 1696, 807, 1733]
- table-cell: ପ୍ରାନ୍ତ ଦାସ, ପି-ଅଗଷ୍ଟିନ୍ ଦାସ, ଜା-ଗୁଡ଼ାଗୋପାଳ: [511, 1874, 726, 1911]
- table-cell: [1410, 1696, 1461, 1733]
- signature-line: Sd./- Spl. Land Acquisition Officer: [508, 2030, 726, 2045]
- table-row: [755, 1366, 1462, 1388]
